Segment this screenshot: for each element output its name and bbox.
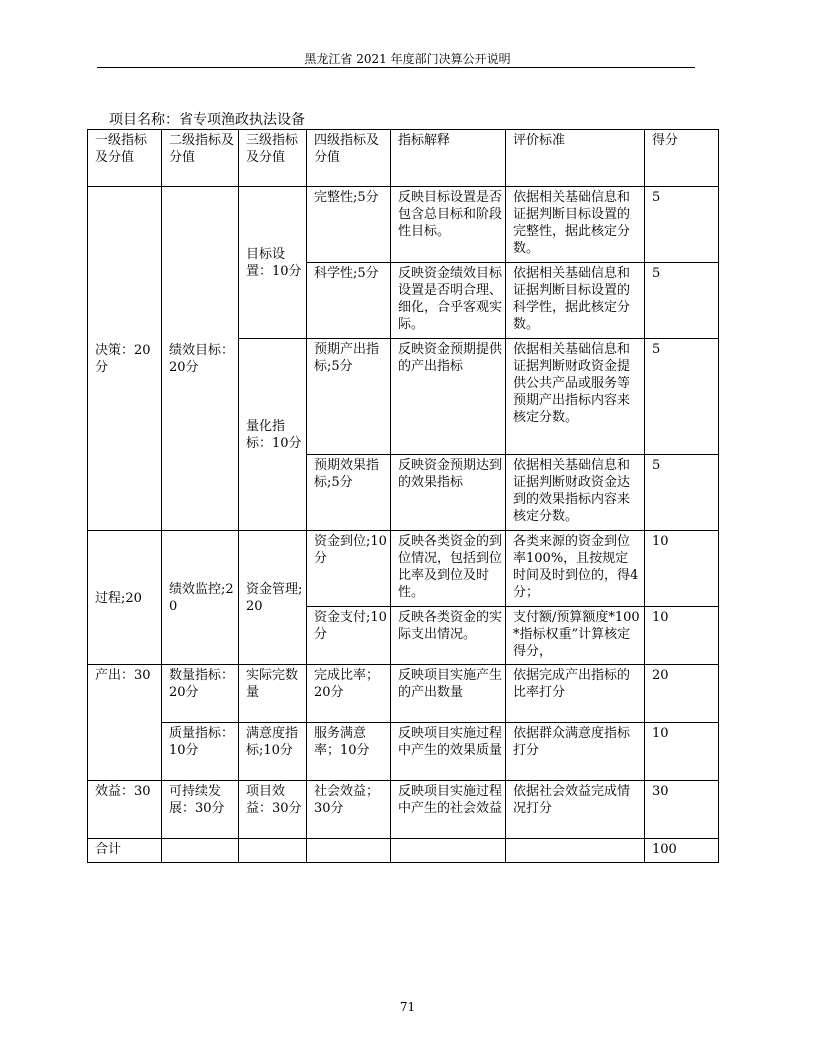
level4-cell: 科学性;5分 xyxy=(307,263,391,339)
explanation-cell: 反映资金绩效目标设置是否明合理、细化，合乎客观实际。 xyxy=(391,263,506,339)
table-row xyxy=(88,531,719,607)
score-cell: 5 xyxy=(645,339,719,455)
score-cell: 10 xyxy=(645,607,719,665)
level2-cell: 质量指标：10分 xyxy=(162,723,239,781)
explanation-cell: 反映项目实施过程中产生的社会效益 xyxy=(391,781,506,839)
level3-cell: 实际完数量 xyxy=(239,665,307,723)
table-header-row xyxy=(88,130,719,187)
score-cell: 30 xyxy=(645,781,719,839)
level4-cell: 资金到位;10分 xyxy=(307,531,391,607)
level3-cell: 资金管理;20 xyxy=(239,531,307,665)
explanation-cell: 反映项目实施产生的产出数量 xyxy=(391,665,506,723)
explanation-cell: 反映目标设置是否包含总目标和阶段性目标。 xyxy=(391,187,506,263)
project-name: 项目名称：省专项渔政执法设备 xyxy=(109,112,305,128)
explanation-cell: 反映各类资金的实际支出情况。 xyxy=(391,607,506,665)
explanation-cell: 反映各类资金的到位情况，包括到位比率及到位及时性。 xyxy=(391,531,506,607)
table-row xyxy=(88,723,719,781)
level2-cell: 绩效目标：20分 xyxy=(162,187,239,531)
level2-cell: 绩效监控;20 xyxy=(162,531,239,665)
level4-cell: 服务满意率；10分 xyxy=(307,723,391,781)
header-cell: 三级指标及分值 xyxy=(239,130,307,187)
header-rule xyxy=(97,67,695,68)
header-cell: 一级指标及分值 xyxy=(88,130,162,187)
level2-cell: 数量指标：20分 xyxy=(162,665,239,723)
criteria-cell: 依据完成产出指标的比率打分 xyxy=(506,665,645,723)
empty-cell xyxy=(239,839,307,863)
level4-cell: 资金支付;10分 xyxy=(307,607,391,665)
level4-cell: 完整性;5分 xyxy=(307,187,391,263)
page-header: 黑龙江省 2021 年度部门决算公开说明 xyxy=(304,52,511,66)
score-cell: 5 xyxy=(645,187,719,263)
level1-cell: 效益：30 xyxy=(88,781,162,839)
level4-cell: 完成比率；20分 xyxy=(307,665,391,723)
level3-cell: 目标设置：10分 xyxy=(239,187,307,339)
criteria-cell: 依据相关基础信息和证据判断财政资金达到的效果指标内容来核定分数。 xyxy=(506,455,645,531)
score-cell: 5 xyxy=(645,455,719,531)
header-cell: 得分 xyxy=(645,130,719,187)
table-row xyxy=(88,187,719,263)
level2-cell: 可持续发展：30分 xyxy=(162,781,239,839)
criteria-cell: 支付额/预算额度*100*指标权重”计算核定得分， xyxy=(506,607,645,665)
score-cell: 5 xyxy=(645,263,719,339)
score-cell: 20 xyxy=(645,665,719,723)
level1-cell: 产出：30 xyxy=(88,665,162,781)
level4-cell: 社会效益；30分 xyxy=(307,781,391,839)
explanation-cell: 反映资金预期达到的效果指标 xyxy=(391,455,506,531)
criteria-cell: 依据相关基础信息和证据判断财政资金提供公共产品或服务等预期产出指标内容来核定分数。 xyxy=(506,339,645,455)
empty-cell xyxy=(506,839,645,863)
header-cell: 二级指标及分值 xyxy=(162,130,239,187)
total-score-cell: 100 xyxy=(645,839,719,863)
explanation-cell: 反映资金预期提供的产出指标 xyxy=(391,339,506,455)
evaluation-table xyxy=(87,129,719,863)
table-total-row xyxy=(88,839,719,863)
criteria-cell: 依据相关基础信息和证据判断目标设置的科学性，据此核定分数。 xyxy=(506,263,645,339)
criteria-cell: 依据社会效益完成情况打分 xyxy=(506,781,645,839)
level3-cell: 项目效益：30分 xyxy=(239,781,307,839)
level4-cell: 预期产出指标;5分 xyxy=(307,339,391,455)
explanation-cell: 反映项目实施过程中产生的效果质量 xyxy=(391,723,506,781)
empty-cell xyxy=(307,839,391,863)
table-row xyxy=(88,781,719,839)
total-label-cell: 合计 xyxy=(88,839,162,863)
empty-cell xyxy=(391,839,506,863)
table-row xyxy=(88,665,719,723)
level1-cell: 决策：20分 xyxy=(88,187,162,531)
level3-cell: 满意度指标;10分 xyxy=(239,723,307,781)
level1-cell: 过程;20 xyxy=(88,531,162,665)
header-cell: 四级指标及分值 xyxy=(307,130,391,187)
score-cell: 10 xyxy=(645,531,719,607)
level4-cell: 预期效果指标;5分 xyxy=(307,455,391,531)
level3-cell: 量化指标：10分 xyxy=(239,339,307,531)
criteria-cell: 依据相关基础信息和证据判断目标设置的完整性，据此核定分数。 xyxy=(506,187,645,263)
criteria-cell: 各类来源的资金到位率100%，且按规定时间及时到位的，得4分； xyxy=(506,531,645,607)
score-cell: 10 xyxy=(645,723,719,781)
page-number: 71 xyxy=(399,1000,416,1014)
criteria-cell: 依据群众满意度指标打分 xyxy=(506,723,645,781)
empty-cell xyxy=(162,839,239,863)
header-cell: 评价标准 xyxy=(506,130,645,187)
header-cell: 指标解释 xyxy=(391,130,506,187)
